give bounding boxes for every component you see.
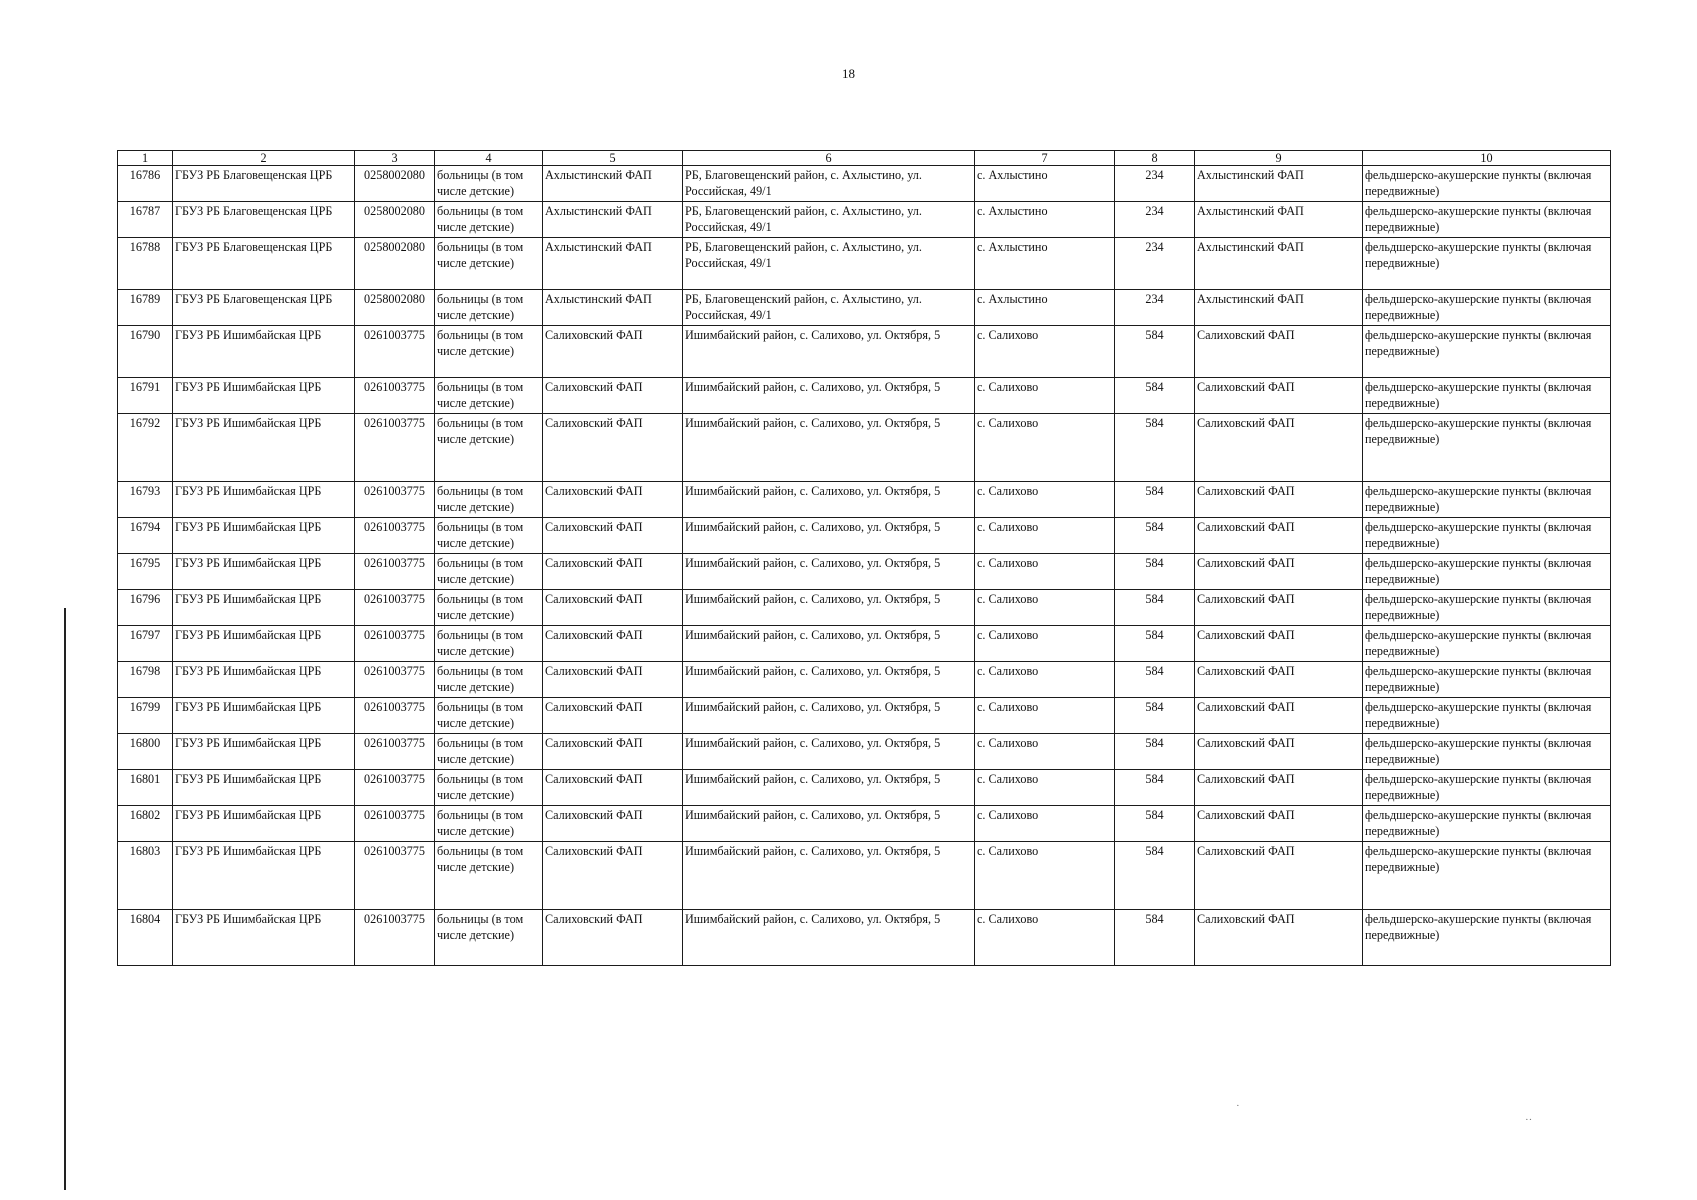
unit-name-cell: Салиховский ФАП xyxy=(1195,698,1363,734)
scan-speck: ·· xyxy=(1525,1114,1533,1126)
unit-name-cell: Салиховский ФАП xyxy=(1195,518,1363,554)
column-header: 1 xyxy=(118,151,173,166)
facility-name-cell: Салиховский ФАП xyxy=(543,590,683,626)
organization-cell: ГБУЗ РБ Ишимбайская ЦРБ xyxy=(173,518,355,554)
organization-cell: ГБУЗ РБ Ишимбайская ЦРБ xyxy=(173,626,355,662)
table-row xyxy=(118,842,1611,910)
table-row xyxy=(118,202,1611,238)
organization-cell: ГБУЗ РБ Благовещенская ЦРБ xyxy=(173,290,355,326)
address-cell: Ишимбайский район, с. Салихово, ул. Октября, 5 xyxy=(683,414,975,482)
column-header: 8 xyxy=(1115,151,1195,166)
address-cell: Ишимбайский район, с. Салихово, ул. Октября, 5 xyxy=(683,806,975,842)
facility-category-cell: больницы (в том числе детские) xyxy=(435,662,543,698)
population-cell: 234 xyxy=(1115,202,1195,238)
table-body xyxy=(118,166,1611,966)
facility-category-cell: больницы (в том числе детские) xyxy=(435,326,543,378)
organization-cell: ГБУЗ РБ Ишимбайская ЦРБ xyxy=(173,414,355,482)
table-row xyxy=(118,482,1611,518)
facility-type-cell: фельдшерско-акушерские пункты (включая передвижные) xyxy=(1363,326,1611,378)
inn-code-cell: 0261003775 xyxy=(355,842,435,910)
population-cell: 234 xyxy=(1115,166,1195,202)
inn-code-cell: 0261003775 xyxy=(355,626,435,662)
facility-category-cell: больницы (в том числе детские) xyxy=(435,518,543,554)
address-cell: Ишимбайский район, с. Салихово, ул. Октября, 5 xyxy=(683,482,975,518)
unit-name-cell: Салиховский ФАП xyxy=(1195,326,1363,378)
address-cell: Ишимбайский район, с. Салихово, ул. Октября, 5 xyxy=(683,770,975,806)
facility-type-cell: фельдшерско-акушерские пункты (включая передвижные) xyxy=(1363,734,1611,770)
facility-name-cell: Ахлыстинский ФАП xyxy=(543,290,683,326)
facility-type-cell: фельдшерско-акушерские пункты (включая передвижные) xyxy=(1363,202,1611,238)
organization-cell: ГБУЗ РБ Ишимбайская ЦРБ xyxy=(173,770,355,806)
table-row xyxy=(118,554,1611,590)
column-header: 6 xyxy=(683,151,975,166)
organization-cell: ГБУЗ РБ Благовещенская ЦРБ xyxy=(173,202,355,238)
organization-cell: ГБУЗ РБ Ишимбайская ЦРБ xyxy=(173,662,355,698)
inn-code-cell: 0258002080 xyxy=(355,202,435,238)
settlement-cell: с. Салихово xyxy=(975,842,1115,910)
population-cell: 584 xyxy=(1115,770,1195,806)
table-row xyxy=(118,378,1611,414)
table-row xyxy=(118,414,1611,482)
settlement-cell: с. Салихово xyxy=(975,518,1115,554)
table-row xyxy=(118,238,1611,290)
facility-name-cell: Салиховский ФАП xyxy=(543,734,683,770)
inn-code-cell: 0258002080 xyxy=(355,166,435,202)
address-cell: Ишимбайский район, с. Салихово, ул. Октября, 5 xyxy=(683,910,975,966)
facility-name-cell: Салиховский ФАП xyxy=(543,378,683,414)
inn-code-cell: 0258002080 xyxy=(355,290,435,326)
row-id-cell: 16794 xyxy=(118,518,173,554)
settlement-cell: с. Салихово xyxy=(975,378,1115,414)
facility-type-cell: фельдшерско-акушерские пункты (включая передвижные) xyxy=(1363,590,1611,626)
inn-code-cell: 0261003775 xyxy=(355,414,435,482)
population-cell: 584 xyxy=(1115,626,1195,662)
unit-name-cell: Салиховский ФАП xyxy=(1195,378,1363,414)
facility-category-cell: больницы (в том числе детские) xyxy=(435,378,543,414)
facility-name-cell: Салиховский ФАП xyxy=(543,806,683,842)
facility-name-cell: Салиховский ФАП xyxy=(543,770,683,806)
settlement-cell: с. Ахлыстино xyxy=(975,290,1115,326)
row-id-cell: 16796 xyxy=(118,590,173,626)
address-cell: Ишимбайский район, с. Салихово, ул. Октября, 5 xyxy=(683,842,975,910)
table-row xyxy=(118,590,1611,626)
scan-margin-line xyxy=(64,608,66,1190)
facility-category-cell: больницы (в том числе детские) xyxy=(435,806,543,842)
population-cell: 584 xyxy=(1115,590,1195,626)
settlement-cell: с. Ахлыстино xyxy=(975,238,1115,290)
facility-category-cell: больницы (в том числе детские) xyxy=(435,202,543,238)
unit-name-cell: Салиховский ФАП xyxy=(1195,842,1363,910)
unit-name-cell: Ахлыстинский ФАП xyxy=(1195,166,1363,202)
organization-cell: ГБУЗ РБ Ишимбайская ЦРБ xyxy=(173,910,355,966)
settlement-cell: с. Салихово xyxy=(975,910,1115,966)
population-cell: 234 xyxy=(1115,238,1195,290)
settlement-cell: с. Салихово xyxy=(975,590,1115,626)
unit-name-cell: Ахлыстинский ФАП xyxy=(1195,238,1363,290)
row-id-cell: 16802 xyxy=(118,806,173,842)
population-cell: 584 xyxy=(1115,326,1195,378)
row-id-cell: 16801 xyxy=(118,770,173,806)
row-id-cell: 16792 xyxy=(118,414,173,482)
inn-code-cell: 0261003775 xyxy=(355,806,435,842)
settlement-cell: с. Салихово xyxy=(975,554,1115,590)
settlement-cell: с. Салихово xyxy=(975,414,1115,482)
address-cell: Ишимбайский район, с. Салихово, ул. Октября, 5 xyxy=(683,554,975,590)
table-row xyxy=(118,734,1611,770)
column-header: 3 xyxy=(355,151,435,166)
table-row xyxy=(118,518,1611,554)
population-cell: 584 xyxy=(1115,554,1195,590)
facility-category-cell: больницы (в том числе детские) xyxy=(435,590,543,626)
row-id-cell: 16789 xyxy=(118,290,173,326)
population-cell: 584 xyxy=(1115,734,1195,770)
inn-code-cell: 0261003775 xyxy=(355,590,435,626)
row-id-cell: 16791 xyxy=(118,378,173,414)
row-id-cell: 16798 xyxy=(118,662,173,698)
unit-name-cell: Салиховский ФАП xyxy=(1195,662,1363,698)
organization-cell: ГБУЗ РБ Ишимбайская ЦРБ xyxy=(173,806,355,842)
unit-name-cell: Салиховский ФАП xyxy=(1195,734,1363,770)
facility-category-cell: больницы (в том числе детские) xyxy=(435,910,543,966)
table-row xyxy=(118,770,1611,806)
settlement-cell: с. Салихово xyxy=(975,482,1115,518)
inn-code-cell: 0261003775 xyxy=(355,770,435,806)
inn-code-cell: 0261003775 xyxy=(355,326,435,378)
row-id-cell: 16786 xyxy=(118,166,173,202)
inn-code-cell: 0261003775 xyxy=(355,734,435,770)
table-row xyxy=(118,662,1611,698)
address-cell: РБ, Благовещенский район, с. Ахлыстино, ул. Российская, 49/1 xyxy=(683,290,975,326)
address-cell: Ишимбайский район, с. Салихово, ул. Октября, 5 xyxy=(683,518,975,554)
column-header: 9 xyxy=(1195,151,1363,166)
facility-category-cell: больницы (в том числе детские) xyxy=(435,166,543,202)
facility-name-cell: Салиховский ФАП xyxy=(543,698,683,734)
facility-type-cell: фельдшерско-акушерские пункты (включая передвижные) xyxy=(1363,806,1611,842)
settlement-cell: с. Салихово xyxy=(975,326,1115,378)
unit-name-cell: Салиховский ФАП xyxy=(1195,554,1363,590)
column-header: 10 xyxy=(1363,151,1611,166)
population-cell: 584 xyxy=(1115,842,1195,910)
facility-type-cell: фельдшерско-акушерские пункты (включая передвижные) xyxy=(1363,842,1611,910)
row-id-cell: 16788 xyxy=(118,238,173,290)
facility-type-cell: фельдшерско-акушерские пункты (включая передвижные) xyxy=(1363,698,1611,734)
address-cell: РБ, Благовещенский район, с. Ахлыстино, ул. Российская, 49/1 xyxy=(683,238,975,290)
organization-cell: ГБУЗ РБ Благовещенская ЦРБ xyxy=(173,238,355,290)
row-id-cell: 16799 xyxy=(118,698,173,734)
settlement-cell: с. Салихово xyxy=(975,734,1115,770)
organization-cell: ГБУЗ РБ Ишимбайская ЦРБ xyxy=(173,554,355,590)
address-cell: РБ, Благовещенский район, с. Ахлыстино, ул. Российская, 49/1 xyxy=(683,202,975,238)
table-row xyxy=(118,910,1611,966)
table-row xyxy=(118,290,1611,326)
inn-code-cell: 0261003775 xyxy=(355,482,435,518)
header-row xyxy=(118,151,1611,166)
settlement-cell: с. Салихово xyxy=(975,662,1115,698)
organization-cell: ГБУЗ РБ Ишимбайская ЦРБ xyxy=(173,378,355,414)
settlement-cell: с. Салихово xyxy=(975,806,1115,842)
organization-cell: ГБУЗ РБ Ишимбайская ЦРБ xyxy=(173,842,355,910)
facility-name-cell: Салиховский ФАП xyxy=(543,662,683,698)
unit-name-cell: Ахлыстинский ФАП xyxy=(1195,202,1363,238)
facility-name-cell: Салиховский ФАП xyxy=(543,414,683,482)
organization-cell: ГБУЗ РБ Ишимбайская ЦРБ xyxy=(173,326,355,378)
column-header: 7 xyxy=(975,151,1115,166)
address-cell: Ишимбайский район, с. Салихово, ул. Октября, 5 xyxy=(683,734,975,770)
settlement-cell: с. Салихово xyxy=(975,626,1115,662)
population-cell: 584 xyxy=(1115,414,1195,482)
facility-name-cell: Салиховский ФАП xyxy=(543,482,683,518)
facility-category-cell: больницы (в том числе детские) xyxy=(435,414,543,482)
population-cell: 584 xyxy=(1115,910,1195,966)
facility-category-cell: больницы (в том числе детские) xyxy=(435,626,543,662)
unit-name-cell: Салиховский ФАП xyxy=(1195,482,1363,518)
inn-code-cell: 0261003775 xyxy=(355,518,435,554)
inn-code-cell: 0261003775 xyxy=(355,910,435,966)
inn-code-cell: 0261003775 xyxy=(355,662,435,698)
facility-name-cell: Салиховский ФАП xyxy=(543,842,683,910)
address-cell: Ишимбайский район, с. Салихово, ул. Октября, 5 xyxy=(683,326,975,378)
settlement-cell: с. Салихово xyxy=(975,770,1115,806)
address-cell: Ишимбайский район, с. Салихово, ул. Октября, 5 xyxy=(683,378,975,414)
row-id-cell: 16804 xyxy=(118,910,173,966)
facility-name-cell: Салиховский ФАП xyxy=(543,626,683,662)
organization-cell: ГБУЗ РБ Ишимбайская ЦРБ xyxy=(173,482,355,518)
facility-category-cell: больницы (в том числе детские) xyxy=(435,482,543,518)
unit-name-cell: Салиховский ФАП xyxy=(1195,806,1363,842)
facility-name-cell: Салиховский ФАП xyxy=(543,910,683,966)
facility-type-cell: фельдшерско-акушерские пункты (включая передвижные) xyxy=(1363,518,1611,554)
facility-type-cell: фельдшерско-акушерские пункты (включая передвижные) xyxy=(1363,166,1611,202)
facility-type-cell: фельдшерско-акушерские пункты (включая передвижные) xyxy=(1363,378,1611,414)
settlement-cell: с. Ахлыстино xyxy=(975,202,1115,238)
facility-category-cell: больницы (в том числе детские) xyxy=(435,734,543,770)
settlement-cell: с. Ахлыстино xyxy=(975,166,1115,202)
address-cell: Ишимбайский район, с. Салихово, ул. Октября, 5 xyxy=(683,626,975,662)
row-id-cell: 16790 xyxy=(118,326,173,378)
inn-code-cell: 0261003775 xyxy=(355,378,435,414)
address-cell: РБ, Благовещенский район, с. Ахлыстино, ул. Российская, 49/1 xyxy=(683,166,975,202)
row-id-cell: 16797 xyxy=(118,626,173,662)
facility-category-cell: больницы (в том числе детские) xyxy=(435,238,543,290)
registry-table xyxy=(117,150,1611,966)
population-cell: 584 xyxy=(1115,482,1195,518)
facility-type-cell: фельдшерско-акушерские пункты (включая передвижные) xyxy=(1363,770,1611,806)
row-id-cell: 16787 xyxy=(118,202,173,238)
facility-category-cell: больницы (в том числе детские) xyxy=(435,698,543,734)
row-id-cell: 16793 xyxy=(118,482,173,518)
row-id-cell: 16800 xyxy=(118,734,173,770)
inn-code-cell: 0261003775 xyxy=(355,698,435,734)
facility-category-cell: больницы (в том числе детские) xyxy=(435,554,543,590)
facility-type-cell: фельдшерско-акушерские пункты (включая передвижные) xyxy=(1363,662,1611,698)
table-row xyxy=(118,166,1611,202)
facility-name-cell: Ахлыстинский ФАП xyxy=(543,166,683,202)
column-header: 4 xyxy=(435,151,543,166)
facility-type-cell: фельдшерско-акушерские пункты (включая передвижные) xyxy=(1363,238,1611,290)
facility-category-cell: больницы (в том числе детские) xyxy=(435,290,543,326)
organization-cell: ГБУЗ РБ Благовещенская ЦРБ xyxy=(173,166,355,202)
table-row xyxy=(118,806,1611,842)
facility-category-cell: больницы (в том числе детские) xyxy=(435,770,543,806)
facility-type-cell: фельдшерско-акушерские пункты (включая передвижные) xyxy=(1363,626,1611,662)
population-cell: 584 xyxy=(1115,806,1195,842)
table-row xyxy=(118,626,1611,662)
facility-category-cell: больницы (в том числе детские) xyxy=(435,842,543,910)
facility-type-cell: фельдшерско-акушерские пункты (включая передвижные) xyxy=(1363,290,1611,326)
row-id-cell: 16803 xyxy=(118,842,173,910)
organization-cell: ГБУЗ РБ Ишимбайская ЦРБ xyxy=(173,734,355,770)
page-number: 18 xyxy=(842,66,855,81)
address-cell: Ишимбайский район, с. Салихово, ул. Октября, 5 xyxy=(683,698,975,734)
inn-code-cell: 0261003775 xyxy=(355,554,435,590)
unit-name-cell: Салиховский ФАП xyxy=(1195,626,1363,662)
population-cell: 584 xyxy=(1115,378,1195,414)
unit-name-cell: Салиховский ФАП xyxy=(1195,414,1363,482)
address-cell: Ишимбайский район, с. Салихово, ул. Октября, 5 xyxy=(683,662,975,698)
population-cell: 584 xyxy=(1115,518,1195,554)
table-row xyxy=(118,326,1611,378)
facility-type-cell: фельдшерско-акушерские пункты (включая передвижные) xyxy=(1363,482,1611,518)
inn-code-cell: 0258002080 xyxy=(355,238,435,290)
facility-name-cell: Салиховский ФАП xyxy=(543,554,683,590)
table-row xyxy=(118,698,1611,734)
organization-cell: ГБУЗ РБ Ишимбайская ЦРБ xyxy=(173,590,355,626)
unit-name-cell: Салиховский ФАП xyxy=(1195,910,1363,966)
population-cell: 234 xyxy=(1115,290,1195,326)
unit-name-cell: Ахлыстинский ФАП xyxy=(1195,290,1363,326)
organization-cell: ГБУЗ РБ Ишимбайская ЦРБ xyxy=(173,698,355,734)
row-id-cell: 16795 xyxy=(118,554,173,590)
scan-speck: · xyxy=(1236,1100,1240,1112)
unit-name-cell: Салиховский ФАП xyxy=(1195,770,1363,806)
facility-name-cell: Ахлыстинский ФАП xyxy=(543,238,683,290)
population-cell: 584 xyxy=(1115,698,1195,734)
facility-name-cell: Салиховский ФАП xyxy=(543,326,683,378)
column-header: 2 xyxy=(173,151,355,166)
population-cell: 584 xyxy=(1115,662,1195,698)
unit-name-cell: Салиховский ФАП xyxy=(1195,590,1363,626)
settlement-cell: с. Салихово xyxy=(975,698,1115,734)
facility-type-cell: фельдшерско-акушерские пункты (включая передвижные) xyxy=(1363,910,1611,966)
address-cell: Ишимбайский район, с. Салихово, ул. Октября, 5 xyxy=(683,590,975,626)
column-header: 5 xyxy=(543,151,683,166)
facility-type-cell: фельдшерско-акушерские пункты (включая передвижные) xyxy=(1363,554,1611,590)
facility-type-cell: фельдшерско-акушерские пункты (включая передвижные) xyxy=(1363,414,1611,482)
facility-name-cell: Ахлыстинский ФАП xyxy=(543,202,683,238)
facility-name-cell: Салиховский ФАП xyxy=(543,518,683,554)
